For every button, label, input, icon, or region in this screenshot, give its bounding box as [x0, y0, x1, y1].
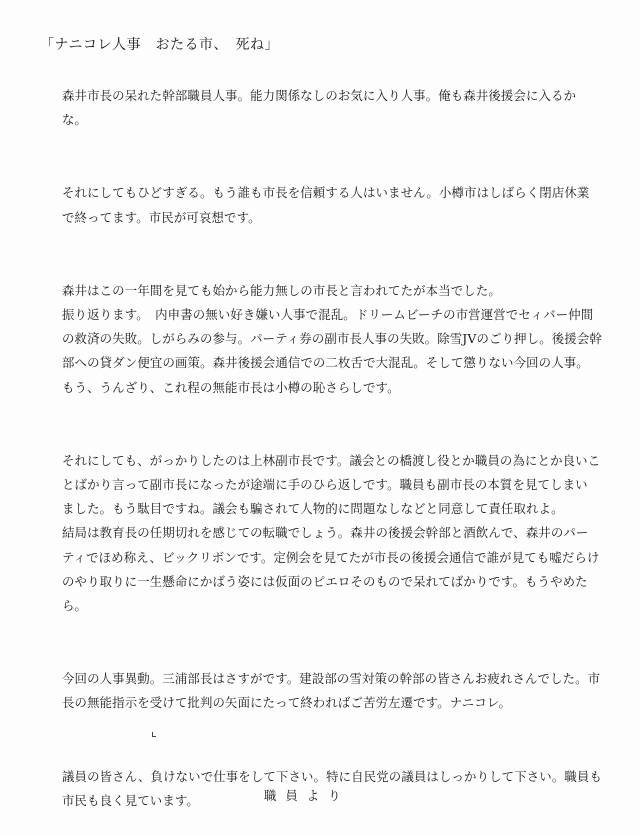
- text-line: 今回の人事異動。三浦部長はさすがです。建設部の雪対策の幹部の皆さんお疲れさんでした。市: [62, 671, 601, 687]
- document-title: 「ナニコレ人事 おたる市、 死ね」: [40, 37, 279, 53]
- text-line: 森井はこの一年間を見ても始から能力無しの市長と言われてたが本当でした。: [62, 282, 501, 298]
- text-line: な。: [62, 112, 88, 128]
- paragraph-1: [62, 84, 610, 132]
- paragraph-5: [62, 667, 610, 715]
- text-line: とばかり言って副市長になったが途端に手のひら返しです。職員も副市長の本質を見てしまい: [62, 477, 588, 493]
- text-line: の救済の失敗。しがらみの参与。パーティ券の副市長人事の失敗。除雪JVのごり押し。後援会幹: [62, 331, 602, 347]
- paragraph-4: [62, 449, 610, 618]
- text-line: ました。もう駄目ですね。議会も騙されて人物的に問題なしなどと同意して責任取れよ。: [62, 501, 564, 517]
- text-line: それにしてもひどすぎる。もう誰も市長を信頼する人はいません。小樽市はしばらく閉店休業: [62, 185, 590, 201]
- text-line: 長の無能指示を受けて批判の矢面にたって終わればご苦労左遷です。ナニコレ。: [62, 695, 511, 711]
- scan-speck: [152, 732, 156, 737]
- text-line: それにしても、がっかりしたのは上林副市長です。議会との橋渡し役とか職員の為にとか良いこ: [62, 452, 601, 468]
- text-line: のやり取りに一生懸命にかばう姿には仮面のピエロそのもので呆れてばかりです。もうやめた: [62, 573, 588, 589]
- document-body: [62, 84, 610, 813]
- paragraph-2: [62, 181, 610, 229]
- text-line: 振り返ります。 内申書の無い好き嫌い人事で混乱。ドリームビーチの市営運営でセィバー仲間: [62, 307, 594, 323]
- signature: 職員より: [264, 788, 350, 803]
- text-line: ティでほめ称え、ビックリボンです。定例会を見てたが市長の後援会通信で誰が見ても嘘だらけ: [62, 549, 600, 565]
- text-line: もう、うんざり、これ程の無能市長は小樽の恥さらしです。: [62, 379, 400, 395]
- text-line: 部への貸ダン便宜の画策。森井後援会通信での二枚舌で大混乱。そして懲りない今回の人事。: [62, 355, 589, 371]
- text-line: 結局は教育長の任期切れを感じての転職でしょう。森井の後援会幹部と酒飲んで、森井のパー: [62, 525, 589, 541]
- text-line: で終ってます。市民が可哀想です。: [62, 209, 261, 225]
- text-line: 議員の皆さん、負けないで仕事をして下さい。特に自民党の議員はしっかりして下さい。職員も: [62, 768, 602, 784]
- text-line: 市民も良く見ています。: [62, 792, 199, 808]
- text-line: ら。: [62, 598, 88, 614]
- paragraph-3: [62, 279, 610, 400]
- text-line: 森井市長の呆れた幹部職員人事。能力関係なしのお気に入り人事。俺も森井後援会に入るか: [62, 88, 577, 103]
